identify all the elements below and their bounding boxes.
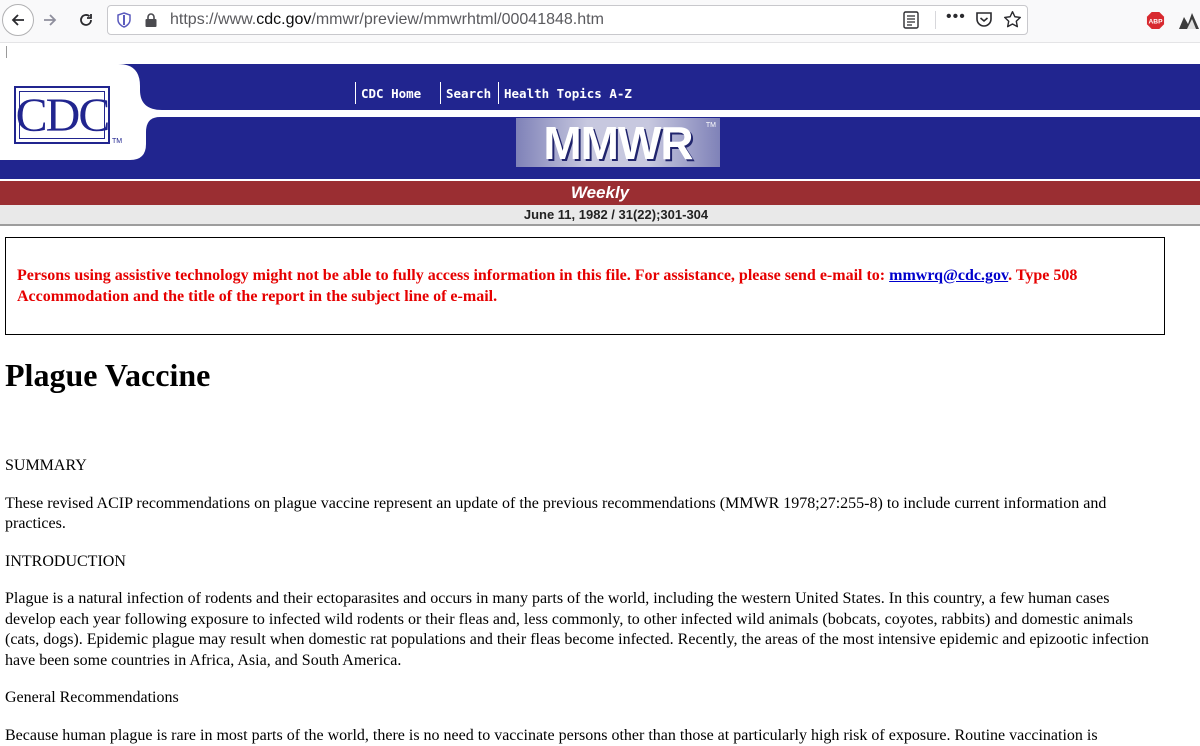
cdc-logo-text: CDC xyxy=(16,88,109,143)
accessibility-notice xyxy=(5,237,1165,335)
adblock-icon[interactable] xyxy=(1146,11,1165,30)
general-recommendations-heading: General Recommendations xyxy=(5,688,1155,709)
adblock-label: ABP xyxy=(1148,18,1163,25)
reader-view-icon[interactable] xyxy=(903,11,919,29)
url-text[interactable] xyxy=(170,11,604,29)
back-button[interactable] xyxy=(2,4,34,36)
summary-paragraph: These revised ACIP recommendations on plague vaccine represent an update of the previous recommendations (MMWR 1978;27:255-8) to include current information and practices. xyxy=(5,494,1155,535)
address-bar[interactable] xyxy=(107,5,1028,35)
nav-search[interactable]: Search xyxy=(440,82,498,104)
nav-health-topics[interactable]: Health Topics A-Z xyxy=(498,82,637,104)
url-path: /mmwr/preview/mmwrhtml/00041848.htm xyxy=(311,11,604,28)
introduction-heading: INTRODUCTION xyxy=(5,552,1155,573)
general-recommendations-paragraph: Because human plague is rare in most parts of the world, there is no need to vaccinate persons other than those at particularly high risk of exposure. Routine vaccination is xyxy=(5,726,1155,746)
bookmark-star-icon[interactable] xyxy=(1003,10,1022,29)
mmwr-title: MMWR xyxy=(543,116,692,170)
reload-icon xyxy=(78,12,94,28)
summary-heading: SUMMARY xyxy=(5,456,1155,477)
reload-button[interactable] xyxy=(70,4,102,36)
extension-icon[interactable] xyxy=(1178,11,1200,31)
issue-info: June 11, 1982 / 31(22);301-304 xyxy=(524,207,708,222)
top-nav xyxy=(355,82,637,104)
notice-after-link: . Type 508 Accommodation and the title of the report in the subject line of e-mail. xyxy=(17,267,1077,305)
mmwr-tm: TM xyxy=(706,122,716,129)
nav-cdc-home[interactable]: CDC Home xyxy=(355,82,440,104)
weekly-bar xyxy=(0,179,1200,205)
tracking-shield-icon[interactable] xyxy=(116,12,132,28)
arrow-right-icon xyxy=(42,12,58,28)
page-title: Plague Vaccine xyxy=(5,356,1155,394)
page-actions-icon[interactable]: ••• xyxy=(946,8,966,26)
introduction-paragraph: Plague is a natural infection of rodents and their ectoparasites and occurs in many parts of the world, including the western United States. In this country, a few human cases develop each year following exposure to infected wild rodents or their fleas and, less commonly, to other infected wild animals (bobcats, coyotes, rabbits) and domestic animals (cats, dogs). Epidemic plague may result when domestic rat populations and their fleas become infected. Recently, the areas of the most intensive epidemic and epizootic infection have been some countries in Africa, Asia, and South America. xyxy=(5,589,1155,671)
toolbar-divider xyxy=(0,42,1200,43)
url-prefix: https://www. xyxy=(170,11,256,28)
cdc-logo-tm: TM xyxy=(112,138,122,145)
cdc-header xyxy=(0,64,1200,205)
email-link[interactable]: mmwrq@cdc.gov xyxy=(889,267,1008,284)
forward-button[interactable] xyxy=(34,4,66,36)
arrow-left-icon xyxy=(10,12,26,28)
text-caret xyxy=(6,46,7,58)
cdc-logo[interactable] xyxy=(14,86,110,144)
pocket-icon[interactable] xyxy=(975,11,993,28)
cdc-logo-frame xyxy=(19,91,105,139)
notice-text xyxy=(17,265,1152,307)
mmwr-banner[interactable] xyxy=(516,118,720,167)
article-body xyxy=(5,356,1155,746)
url-separator xyxy=(935,11,936,29)
browser-toolbar xyxy=(0,0,1200,42)
lock-icon[interactable] xyxy=(144,12,158,28)
url-domain: cdc.gov xyxy=(256,11,311,28)
issue-date-bar xyxy=(0,205,1200,226)
notice-before-link: Persons using assistive technology might not be able to fully access information in this file. For assistance, please send e-mail to: xyxy=(17,267,889,284)
weekly-label: Weekly xyxy=(571,183,629,203)
